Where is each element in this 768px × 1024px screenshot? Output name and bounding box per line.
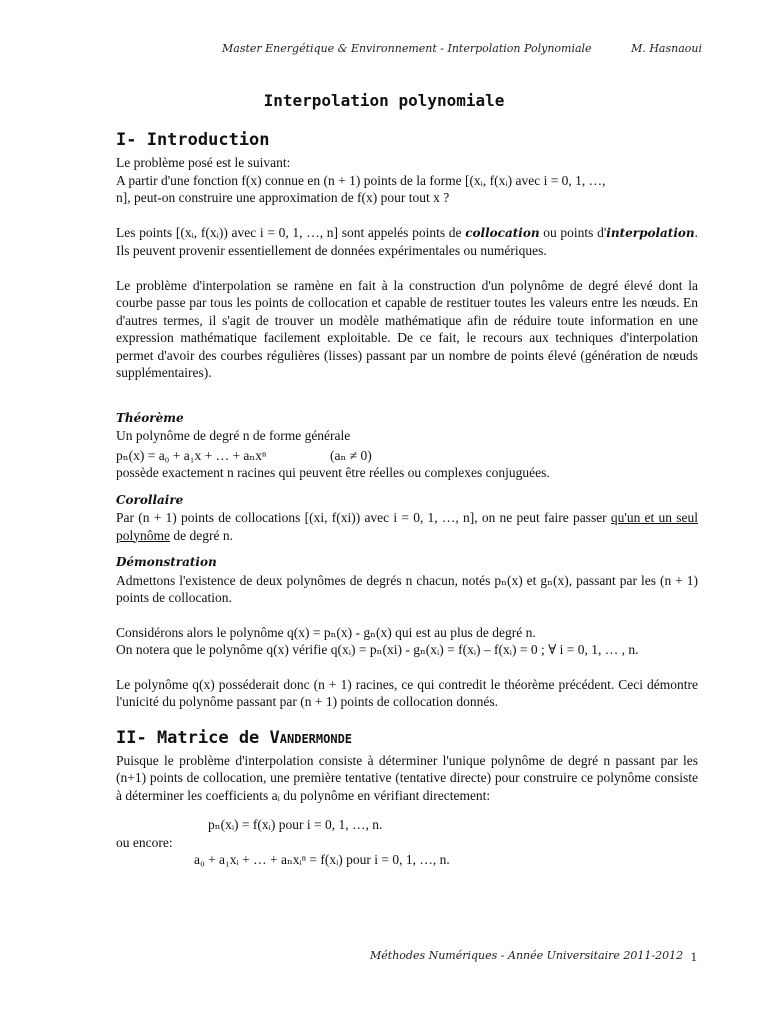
section2-heading-name: Vandermonde xyxy=(269,727,353,748)
corollary-text-b: de degré n. xyxy=(170,527,233,543)
section2-heading-prefix: II- Matrice de xyxy=(116,727,270,748)
equation-2: a₀ + a₁xᵢ + … + aₙxᵢⁿ = f(xᵢ) pour i = 0, 1, …, n. xyxy=(194,852,450,867)
demonstration-p2-line1: Considérons alors le polynôme q(x) = pₙ(x) - gₙ(x) qui est au plus de degré n. xyxy=(116,624,536,640)
vandermonde-intro: Puisque le problème d'interpolation consiste à déterminer l'unique polynôme de degré n passant par les (n+1) points de collocation, une première tentative (tentative directe) pour construire ce polynôme consiste à déterminer les coefficients aᵢ du polynôme en vérifiant directement: xyxy=(116,752,698,803)
polynomial-formula: pₙ(x) = a₀ + a₁x + … + aₙxⁿ xyxy=(116,447,267,463)
theorem-label: Théorème xyxy=(116,410,184,425)
demonstration-p3: Le polynôme q(x) posséderait donc (n + 1) racines, ce qui contredit le théorème précédent. Ceci démontre l'unicité du polynôme passant par (n + 1) points de collocation donnés. xyxy=(116,676,698,709)
interpolation-problem-paragraph: Le problème d'interpolation se ramène en fait à la construction d'un polynôme de degré élevé dont la courbe passe par tous les points de collocation et capable de restituer toutes les valeurs entre les nœuds. En d'autres termes, il s'agit de trouver un modèle mathématique afin de réduire toute information en une expression mathématique facilement exploitable. De ce fait, le recours aux techniques d'interpolation permet d'avoir des courbes régulières (lisses) passant par un nombre de points élevé (génération de nœuds supplémentaires). xyxy=(116,277,698,380)
demonstration-p2-line2: On notera que le polynôme q(x) vérifie q(xᵢ) = pₙ(xi) - gₙ(xᵢ) = f(xᵢ) – f(xᵢ) = 0 ; ∀ i = 0, 1, … , n. xyxy=(116,642,639,657)
document-title: Interpolation polynomiale xyxy=(263,91,505,110)
header-author: M. Hasnaoui xyxy=(631,42,702,55)
intro-line-1: Le problème posé est le suivant: xyxy=(116,155,291,170)
corollary-label: Corollaire xyxy=(116,492,184,507)
ou-encore-label: ou encore: xyxy=(116,834,173,850)
theorem-formula xyxy=(116,447,698,465)
header-course-title: Master Energétique & Environnement - Interpolation Polynomiale xyxy=(222,42,592,55)
collocation-text-b: ou points d' xyxy=(539,224,607,240)
section-heading-introduction: I- Introduction xyxy=(116,130,270,150)
demonstration-label: Démonstration xyxy=(116,555,217,569)
term-collocation: collocation xyxy=(465,225,540,240)
corollary-underlined: qu'un et un seul polynôme xyxy=(116,510,698,543)
demonstration-p1: Admettons l'existence de deux polynômes de degrés n chacun, notés pₙ(x) et gₙ(x), passant par les (n + 1) points de collocation. xyxy=(116,572,698,605)
collocation-text-a: Les points [(xᵢ, f(xᵢ)) avec i = 0, 1, …, n] sont appelés points de xyxy=(116,224,466,240)
intro-line-2: A partir d'une fonction f(x) connue en (n + 1) points de la forme [(xᵢ, f(xᵢ) avec i = 0, 1, …, xyxy=(116,172,606,188)
page-footer xyxy=(370,949,697,965)
section-heading-vandermonde xyxy=(116,728,698,748)
corollary-text-a: Par (n + 1) points de collocations [(xi, f(xi)) avec i = 0, 1, …, n], on ne peut faire passer xyxy=(116,510,611,525)
leading-coefficient-condition: (aₙ ≠ 0) xyxy=(330,447,372,463)
page-header xyxy=(222,42,702,55)
collocation-paragraph xyxy=(116,224,698,260)
corollary-text xyxy=(116,509,698,544)
intro-line-3: n], peut-on construire une approximation de f(x) pour tout x ? xyxy=(116,190,450,205)
footer-course-year: Méthodes Numériques - Année Universitaire 2011-2012 xyxy=(370,949,684,962)
page-number: 1 xyxy=(690,949,697,964)
theorem-line-3: possède exactement n racines qui peuvent être réelles ou complexes conjuguées. xyxy=(116,465,550,480)
collocation-text-c: . Ils peuvent provenir essentiellement de données expérimentales ou numériques. xyxy=(116,224,699,258)
equation-1: pₙ(xᵢ) = f(xᵢ) pour i = 0, 1, …, n. xyxy=(208,817,383,832)
term-interpolation: interpolation xyxy=(606,225,695,240)
theorem-line-1: Un polynôme de degré n de forme générale xyxy=(116,428,351,443)
document-body xyxy=(116,130,698,869)
